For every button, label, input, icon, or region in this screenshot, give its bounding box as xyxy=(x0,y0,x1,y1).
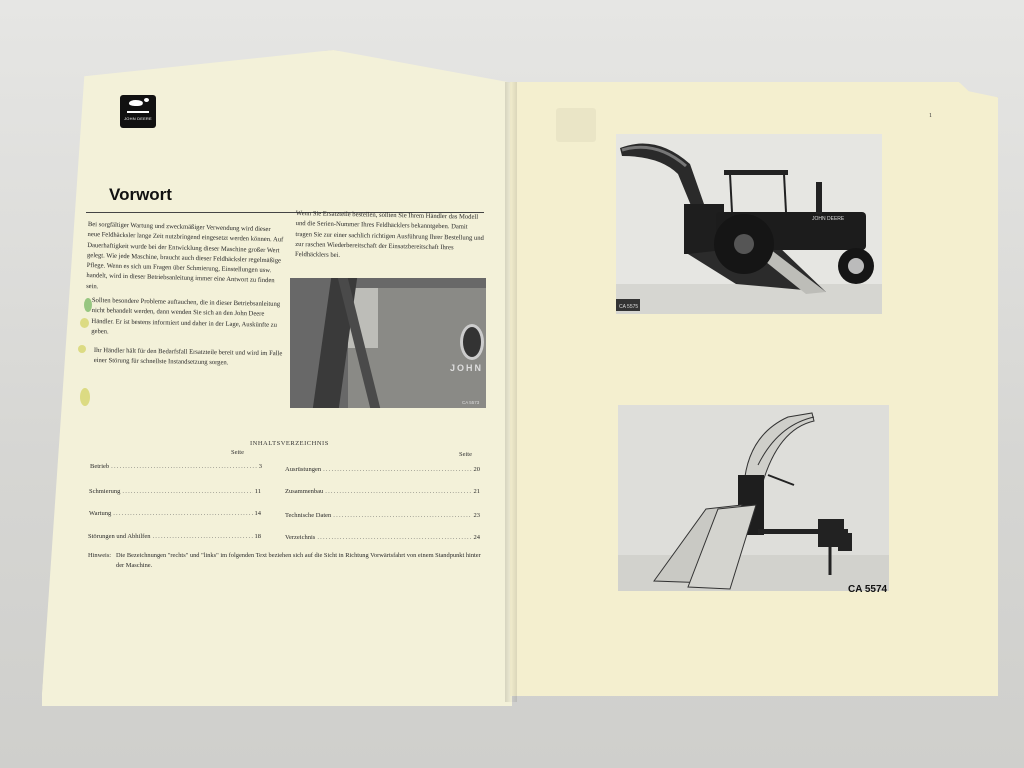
paragraph-3: Ihr Händler hält für den Bedarfsfall Ersatzteile bereit und wird im Falle einer Störung für schnellste Instandsetzung sorgen. xyxy=(93,346,283,367)
tractor-illustration xyxy=(616,134,882,314)
stain-green xyxy=(84,298,92,312)
toc-column-header-left: Seite xyxy=(231,449,244,456)
toc-entry: Wartung ..... 14 xyxy=(89,510,261,517)
photo-harvester-unit xyxy=(618,405,889,591)
stain-yellow-2 xyxy=(78,345,86,353)
logo-text: JOHN DEERE xyxy=(124,116,152,121)
page-number: 1 xyxy=(929,113,932,119)
photo-tractor-harvester xyxy=(616,134,882,314)
photo-label: CA 5573 xyxy=(462,400,480,405)
toc-column-header-right: Seite xyxy=(459,451,472,458)
page-title: Vorwort xyxy=(109,185,172,204)
photo-harvester-detail xyxy=(290,278,486,408)
harvester-illustration xyxy=(618,405,889,591)
john-deere-logo-icon xyxy=(120,95,156,128)
paragraph-1: Bei sorgfältiger Wartung und zweckmäßiger Verwendung wird dieser neue Feldhäcksler lange Zeit nutzbringend eingesetzt werden können. Auf Dauerhaftigkeit wurde bei der Entwicklung dieser Maschine großer Wert gelegt. Wie jede Maschine, braucht auch dieser Feldhäcksler regelmäßige Pflege. Wenn es sich um Fragen über Schmierung, Einstellungen usw. handelt, wird in dieser Betriebsanleitung immer eine Antwort zu finden sein. xyxy=(86,220,284,291)
stain-yellow-1 xyxy=(80,318,89,328)
photo-brand-text: JOHN xyxy=(450,363,484,373)
toc-entry: Verzeichnis ..... 24 xyxy=(285,534,480,541)
toc-entry: Zusammenbau ..... 21 xyxy=(285,488,480,495)
leaping-deer-icon xyxy=(127,98,149,113)
toc-entry: Ausrüstungen ..... 20 xyxy=(285,466,480,473)
note-label: Hinweis: xyxy=(88,552,112,559)
toc-entry: Betrieb ..... 3 xyxy=(90,463,262,470)
book-spine xyxy=(505,82,517,702)
photo-label: CA 5575 xyxy=(619,304,639,310)
note xyxy=(88,551,488,571)
paragraph-2: Sollten besondere Probleme auftauchen, die in dieser Betriebsanleitung nicht behandelt werden, dann wenden Sie sich an den John Deere Händler. Er ist bestens informiert und daher in der Lage, Auskünfte zu geben. xyxy=(91,296,281,336)
stain-yellow-3 xyxy=(80,388,90,406)
ghost-logo-icon xyxy=(556,108,596,142)
toc-entry: Schmierung ..... 11 xyxy=(89,488,261,495)
toc-entry: Technische Daten ..... 23 xyxy=(285,512,480,519)
note-text: Die Bezeichnungen "rechts" und "links" im folgenden Text beziehen sich auf die Sicht in Richtung Vorwärtsfahrt von einem Standpunkt hinter der Maschine. xyxy=(116,552,481,569)
photo-label: CA 5574 xyxy=(848,584,888,595)
toc-entry: Störungen und Abhilfen ..... 18 xyxy=(88,533,261,540)
paragraph-4: Wenn Sie Ersatzteile bestellen, sollten Sie Ihrem Händler das Modell und die Serien-Nummer Ihres Feldhäcklers bekanntgeben. Damit tragen Sie zur einer sachlich richtigen Ausführung Ihrer Bestellung und zur raschen Wiederbereitschaft der Einsatzbereitschaft Ihres Feldhäcklers bei. xyxy=(294,209,484,260)
tractor-brand-text: JOHN DEERE xyxy=(812,216,845,222)
toc-title: INHALTSVERZEICHNIS xyxy=(250,440,329,447)
